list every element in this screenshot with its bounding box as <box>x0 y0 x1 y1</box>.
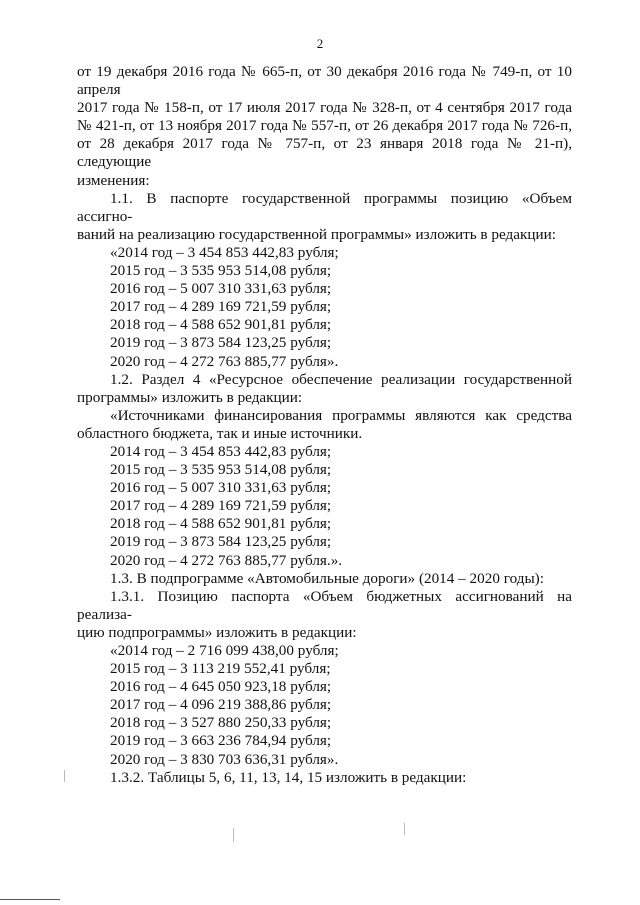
clause-1-2-quote-cont: областного бюджета, так и иные источники. <box>77 424 363 442</box>
year-amount-line: «2014 год – 3 454 853 442,83 рубля; <box>110 243 339 261</box>
clause-1-2-heading: 1.2. Раздел 4 «Ресурсное обеспечение реализации государственной <box>110 370 572 388</box>
clause-1-3-1-heading: 1.3.1. Позицию паспорта «Объем бюджетных ассигнований на реализа- <box>77 587 572 623</box>
year-amount-line: 2016 год – 5 007 310 331,63 рубля; <box>110 280 332 298</box>
year-amount-line: 2016 год – 4 645 050 923,18 рубля; <box>110 678 332 696</box>
intro-line: изменения: <box>77 171 150 189</box>
year-amount-line: 2018 год – 3 527 880 250,33 рубля; <box>110 714 332 732</box>
year-amount-line: 2020 год – 4 272 763 885,77 рубля». <box>110 352 339 370</box>
year-amount-line: 2017 год – 4 289 169 721,59 рубля; <box>110 298 332 316</box>
year-amount-line: 2018 год – 4 588 652 901,81 рубля; <box>110 316 332 334</box>
year-amount-line: 2018 год – 4 588 652 901,81 рубля; <box>110 515 332 533</box>
year-amount-line: 2017 год – 4 289 169 721,59 рубля; <box>110 497 332 515</box>
year-amount-line: «2014 год – 2 716 099 438,00 рубля; <box>110 642 339 659</box>
year-amount-line: 2017 год – 4 096 219 388,86 рубля; <box>110 696 332 714</box>
clause-1-3-2-heading: 1.3.2. Таблицы 5, 6, 11, 13, 14, 15 изложить в редакции: <box>110 768 467 786</box>
clause-1-1-heading: 1.1. В паспорте государственной программы позицию «Объем ассигно- <box>77 189 572 225</box>
year-amount-line: 2015 год – 3 113 219 552,41 рубля; <box>110 660 331 678</box>
clause-1-2-heading-cont: программы» изложить в редакции: <box>77 388 303 406</box>
scan-artifact <box>233 828 234 842</box>
clause-1-3-heading: 1.3. В подпрограмме «Автомобильные дороги» (2014 – 2020 годы): <box>110 569 544 587</box>
clause-1-1-heading-cont: ваний на реализацию государственной программы» изложить в редакции: <box>77 225 556 243</box>
year-amount-line: 2019 год – 3 873 584 123,25 рубля; <box>110 533 332 551</box>
year-amount-line: 2016 год – 5 007 310 331,63 рубля; <box>110 479 332 497</box>
intro-line: от 28 декабря 2017 года № 757-п, от 23 января 2018 года № 21-п), следующие <box>77 135 572 171</box>
clause-1-3-1-heading-cont: цию подпрограммы» изложить в редакции: <box>77 623 357 641</box>
year-amount-line: 2015 год – 3 535 953 514,08 рубля; <box>110 461 332 479</box>
year-amount-line: 2020 год – 3 830 703 636,31 рубля». <box>110 750 339 768</box>
bottom-edge-rule <box>0 899 60 900</box>
scan-artifact <box>404 823 405 835</box>
year-amount-line: 2020 год – 4 272 763 885,77 рубля.». <box>110 551 343 569</box>
clause-1-2-quote: «Источниками финансирования программы являются как средства <box>110 406 572 424</box>
year-amount-line: 2014 год – 3 454 853 442,83 рубля; <box>110 442 332 460</box>
intro-line: 2017 года № 158-п, от 17 июля 2017 года № 328-п, от 4 сентября 2017 года <box>77 99 572 117</box>
year-amount-line: 2019 год – 3 663 236 784,94 рубля; <box>110 732 332 750</box>
intro-line: № 421-п, от 13 ноября 2017 года № 557-п, от 26 декабря 2017 года № 726-п, <box>77 117 572 135</box>
year-amount-line: 2019 год – 3 873 584 123,25 рубля; <box>110 334 332 352</box>
document-body <box>77 63 572 787</box>
year-amount-line: 2015 год – 3 535 953 514,08 рубля; <box>110 262 332 280</box>
scan-artifact <box>64 770 65 782</box>
page-number: 2 <box>316 36 324 51</box>
intro-line: от 19 декабря 2016 года № 665-п, от 30 декабря 2016 года № 749-п, от 10 апреля <box>77 63 572 99</box>
